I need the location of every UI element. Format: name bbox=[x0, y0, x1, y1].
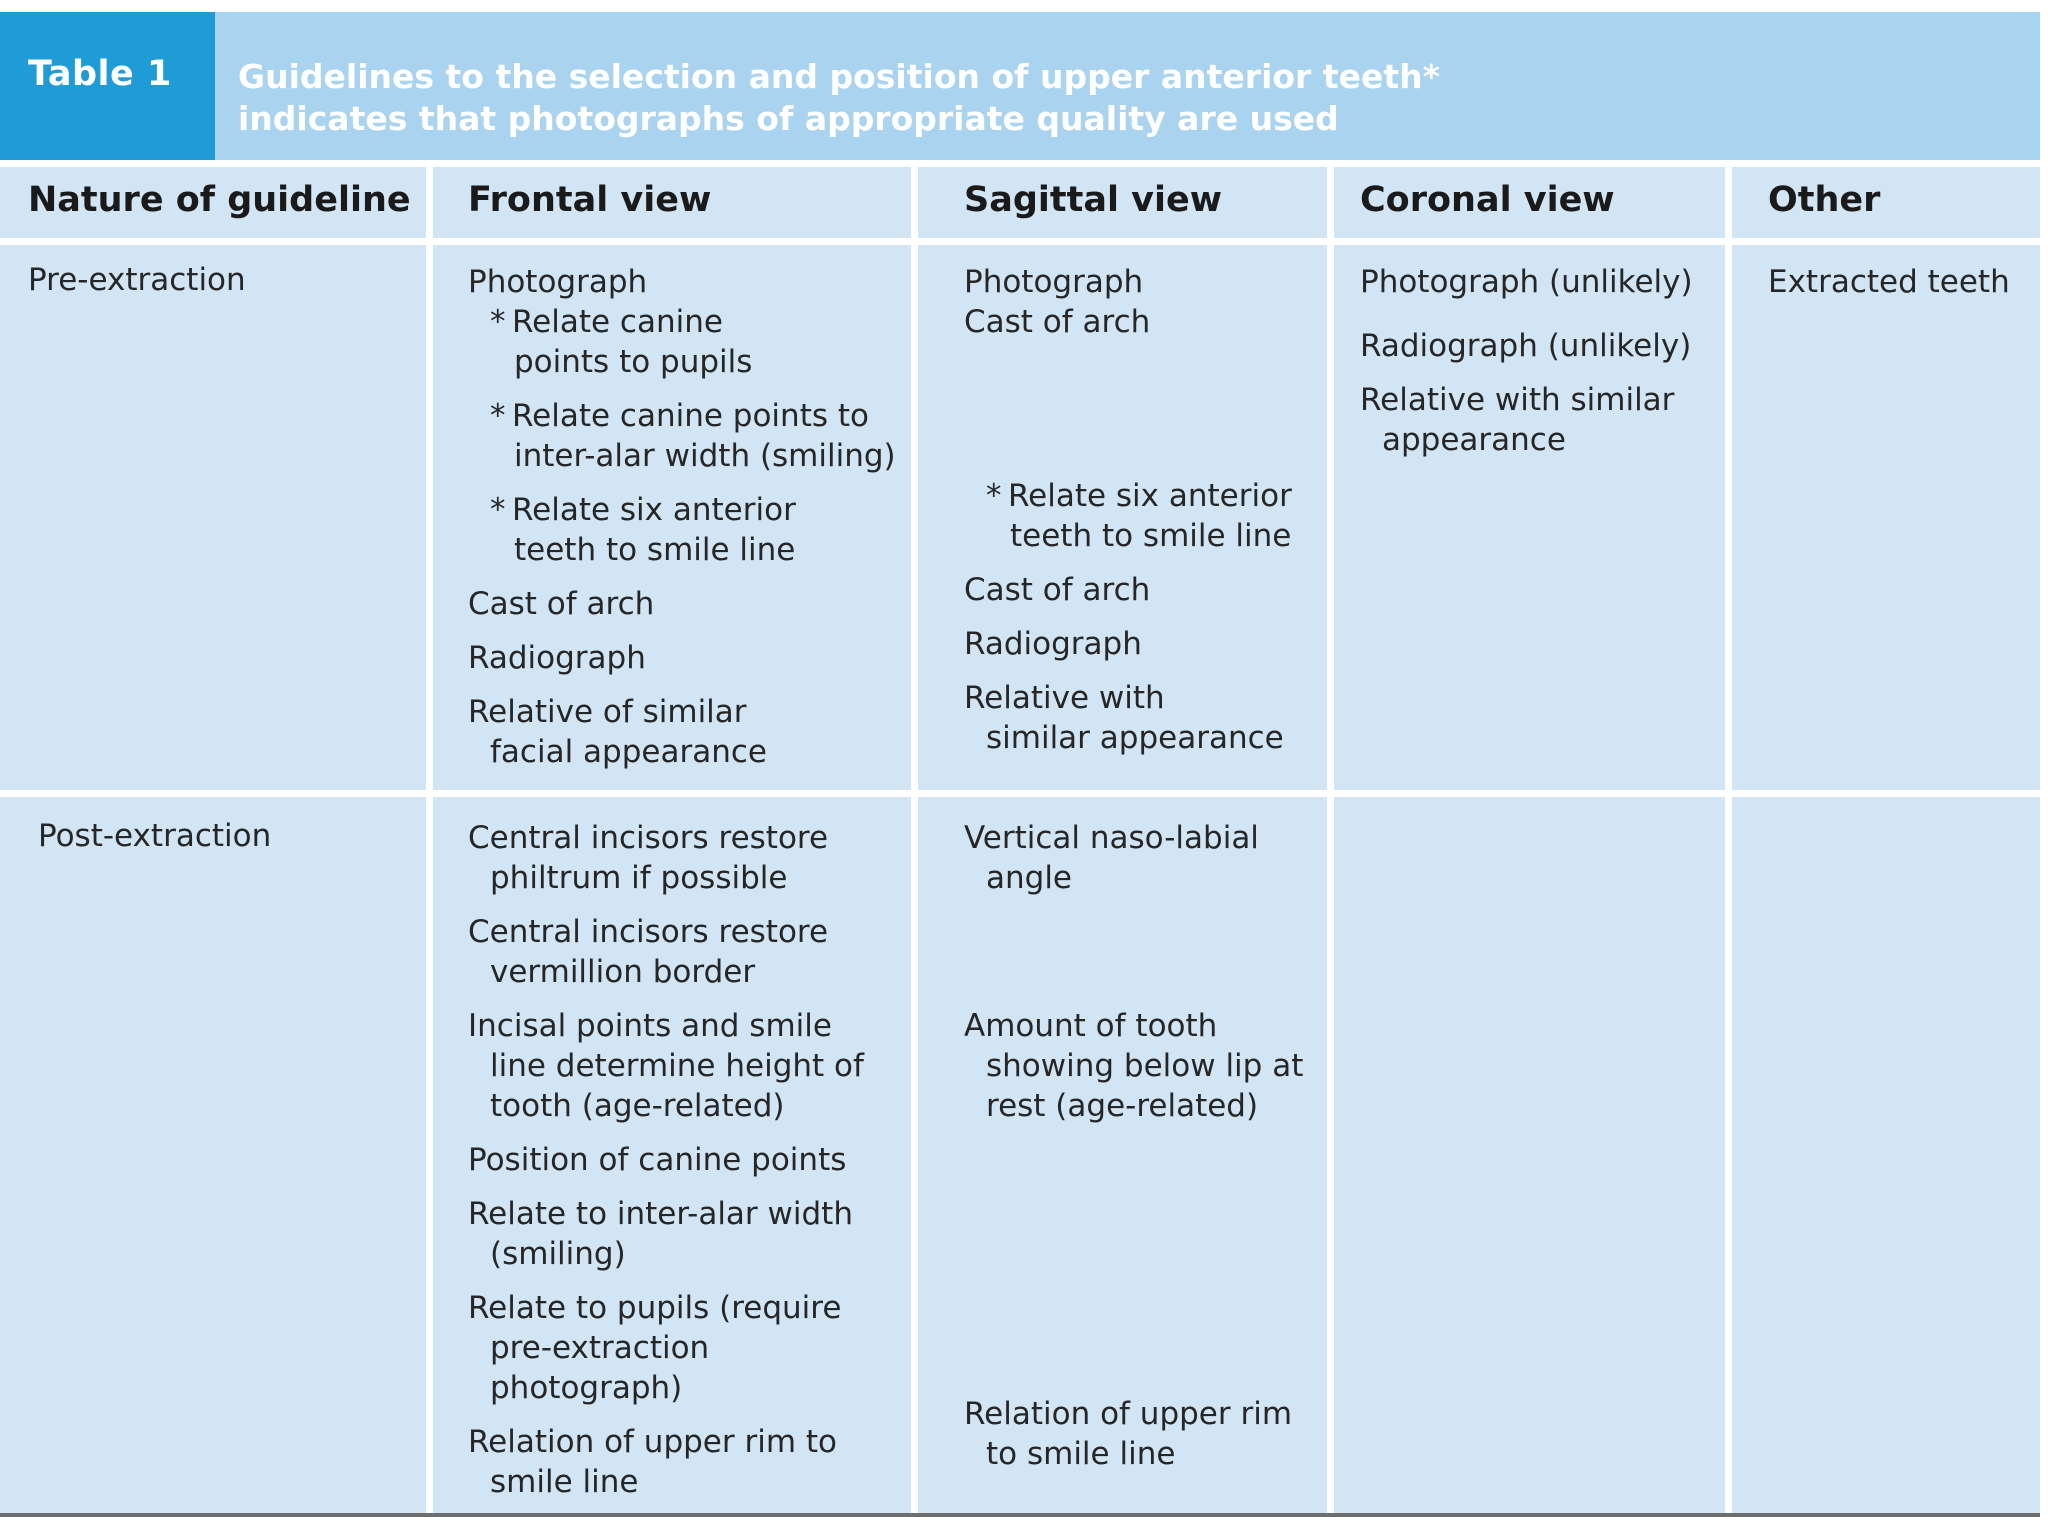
entry-text: smile line bbox=[490, 1464, 639, 1500]
list-item bbox=[468, 490, 898, 570]
asterisk-marker: * bbox=[986, 478, 1002, 514]
entry-text: Position of canine points bbox=[468, 1142, 847, 1178]
entry-text: Cast of arch bbox=[964, 572, 1151, 608]
entry-text: Relation of upper rim to bbox=[468, 1424, 838, 1460]
list-item bbox=[964, 1394, 1319, 1474]
list-item bbox=[964, 818, 1319, 898]
entry-text: pre-extraction photograph) bbox=[490, 1330, 710, 1406]
grid-vline-4 bbox=[1725, 160, 1732, 1513]
entry-text: (smiling) bbox=[490, 1236, 626, 1272]
list-item bbox=[468, 818, 903, 898]
entry-text: Relative of similar bbox=[468, 694, 747, 730]
list-item bbox=[964, 1006, 1319, 1126]
caption-line-2: indicates that photographs of appropriate quality are used bbox=[238, 99, 1339, 138]
row-label-post-extraction: Post-extraction bbox=[38, 818, 272, 854]
entry-text: Amount of tooth bbox=[964, 1008, 1218, 1044]
entry-text: points to pupils bbox=[514, 344, 753, 380]
list-item bbox=[468, 262, 898, 302]
entry-text: Relate six anterior bbox=[1008, 478, 1292, 514]
asterisk-marker: * bbox=[490, 398, 506, 434]
entry-text: showing below lip at bbox=[986, 1048, 1304, 1084]
list-item bbox=[1768, 262, 2033, 302]
entry-text: facial appearance bbox=[490, 734, 767, 770]
entry-text: Radiograph (unlikely) bbox=[1360, 328, 1692, 364]
list-item bbox=[964, 624, 1314, 664]
list-item bbox=[964, 476, 1314, 556]
entry-text: Relation of upper rim bbox=[964, 1396, 1293, 1432]
entry-text: line determine height of bbox=[490, 1048, 864, 1084]
list-item bbox=[468, 1194, 903, 1274]
entry-text: Relate to inter-alar width bbox=[468, 1196, 853, 1232]
entry-text: vermillion border bbox=[490, 954, 756, 990]
entry-text: Extracted teeth bbox=[1768, 264, 2010, 300]
cell-pre-coronal bbox=[1360, 262, 1715, 474]
entry-text: Central incisors restore bbox=[468, 914, 829, 950]
entry-text: appearance bbox=[1382, 422, 1566, 458]
entry-text: similar appearance bbox=[986, 720, 1284, 756]
list-item bbox=[468, 692, 898, 772]
list-item bbox=[1360, 326, 1715, 366]
entry-text: inter-alar width (smiling) bbox=[514, 438, 896, 474]
header-frontal-view: Frontal view bbox=[468, 180, 712, 220]
entry-text: Central incisors restore bbox=[468, 820, 829, 856]
list-item bbox=[468, 1140, 903, 1180]
row-label-pre-extraction: Pre-extraction bbox=[28, 262, 246, 298]
entry-text: Vertical naso-labial bbox=[964, 820, 1259, 856]
entry-text: angle bbox=[986, 860, 1073, 896]
entry-text: Photograph bbox=[468, 264, 648, 300]
grid-vline-2 bbox=[911, 160, 918, 1513]
entry-text: Relative with similar bbox=[1360, 382, 1675, 418]
list-item bbox=[468, 302, 898, 382]
entry-text: Relate canine points to bbox=[512, 398, 869, 434]
caption-line-1: Guidelines to the selection and position of upper anterior teeth* bbox=[238, 57, 1440, 96]
list-item bbox=[964, 678, 1314, 758]
grid-hline-row-divider bbox=[0, 790, 2040, 797]
table-label-box bbox=[0, 12, 215, 160]
header-coronal-view: Coronal view bbox=[1360, 180, 1615, 220]
header-other: Other bbox=[1768, 180, 1881, 220]
entry-text: philtrum if possible bbox=[490, 860, 788, 896]
table-caption bbox=[238, 56, 2018, 140]
entry-text: Incisal points and smile bbox=[468, 1008, 832, 1044]
list-item bbox=[468, 396, 898, 476]
header-sagittal-view: Sagittal view bbox=[964, 180, 1223, 220]
header-nature-of-guideline: Nature of guideline bbox=[28, 180, 411, 220]
grid-hline-header bbox=[0, 238, 2040, 245]
asterisk-marker: * bbox=[490, 304, 506, 340]
list-item bbox=[1360, 380, 1715, 460]
grid-vline-3 bbox=[1327, 160, 1334, 1513]
entry-text: Photograph (unlikely) bbox=[1360, 264, 1693, 300]
cell-post-frontal bbox=[468, 818, 903, 1516]
entry-text: tooth (age-related) bbox=[490, 1088, 785, 1124]
grid-vline-1 bbox=[426, 160, 433, 1513]
entry-text: Radiograph bbox=[964, 626, 1142, 662]
table-label: Table 1 bbox=[28, 54, 172, 94]
entry-text: Relative with bbox=[964, 680, 1165, 716]
entry-text: teeth to smile line bbox=[1010, 518, 1292, 554]
list-item bbox=[964, 262, 1314, 302]
list-item bbox=[964, 570, 1314, 610]
list-item bbox=[468, 1006, 903, 1126]
list-item bbox=[468, 912, 903, 992]
entry-text: Cast of arch bbox=[468, 586, 655, 622]
entry-text: Radiograph bbox=[468, 640, 646, 676]
list-item bbox=[468, 1288, 903, 1408]
cell-pre-frontal bbox=[468, 262, 898, 786]
entry-text: Relate to pupils (require bbox=[468, 1290, 842, 1326]
entry-text: Relate six anterior bbox=[512, 492, 796, 528]
list-item bbox=[964, 302, 1314, 342]
cell-post-sagittal bbox=[964, 818, 1319, 1488]
list-item bbox=[468, 584, 898, 624]
asterisk-marker: * bbox=[490, 492, 506, 528]
list-item bbox=[1360, 262, 1715, 302]
entry-text: teeth to smile line bbox=[514, 532, 796, 568]
cell-pre-other bbox=[1768, 262, 2033, 316]
cell-pre-sagittal bbox=[964, 262, 1314, 772]
entry-text: Cast of arch bbox=[964, 304, 1151, 340]
entry-text: to smile line bbox=[986, 1436, 1176, 1472]
entry-text: Relate canine bbox=[512, 304, 723, 340]
entry-text: rest (age-related) bbox=[986, 1088, 1259, 1124]
grid-hline-top bbox=[0, 160, 2040, 167]
guidelines-table bbox=[0, 12, 2040, 1517]
list-item bbox=[468, 638, 898, 678]
entry-text: Photograph bbox=[964, 264, 1144, 300]
list-item bbox=[468, 1422, 903, 1502]
